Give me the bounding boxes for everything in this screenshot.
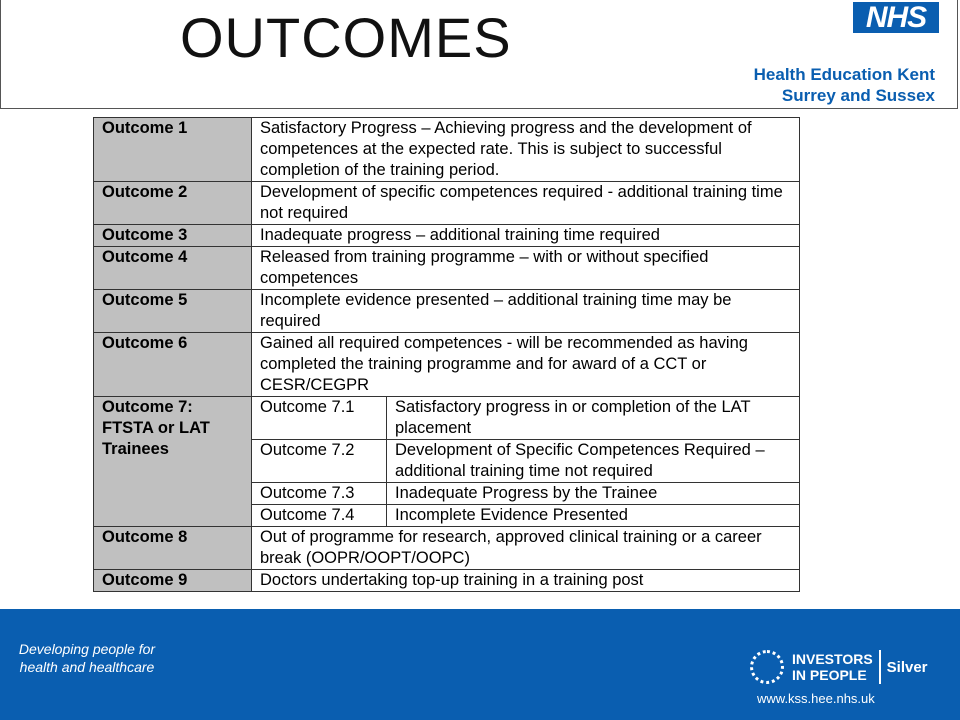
outcome-description: Released from training programme – with or without specified competences bbox=[252, 247, 800, 290]
table-row bbox=[94, 225, 800, 247]
outcome-label: Outcome 3 bbox=[94, 225, 252, 247]
outcome-description: Out of programme for research, approved clinical training or a career break (OOPR/OOPT/OOPC) bbox=[252, 527, 800, 570]
outcome-label: Outcome 6 bbox=[94, 333, 252, 397]
outcome-label: Outcome 2 bbox=[94, 182, 252, 225]
wreath-icon bbox=[750, 650, 784, 684]
iip-divider bbox=[879, 650, 881, 684]
nhs-logo: NHS bbox=[853, 2, 939, 33]
footer-url: www.kss.hee.nhs.uk bbox=[757, 691, 875, 706]
org-line-2: Surrey and Sussex bbox=[781, 86, 935, 105]
sub-outcome-code: Outcome 7.4 bbox=[252, 505, 387, 527]
outcome-description: Satisfactory Progress – Achieving progress and the development of competences at the expected rate. This is subject to successful completion of the training period. bbox=[252, 118, 800, 182]
iip-level: Silver bbox=[886, 658, 928, 676]
outcome-description: Gained all required competences - will be recommended as having completed the training programme and for award of a CCT or CESR/CEGPR bbox=[252, 333, 800, 397]
table-row bbox=[94, 397, 800, 440]
outcome-description: Incomplete evidence presented – additional training time may be required bbox=[252, 290, 800, 333]
sub-outcome-description: Satisfactory progress in or completion of the LAT placement bbox=[387, 397, 800, 440]
iip-text bbox=[792, 651, 873, 683]
sub-outcome-code: Outcome 7.1 bbox=[252, 397, 387, 440]
table-row bbox=[94, 570, 800, 592]
outcome-label: Outcome 4 bbox=[94, 247, 252, 290]
footer-bar bbox=[0, 609, 960, 720]
outcome-description: Inadequate progress – additional training time required bbox=[252, 225, 800, 247]
outcome-label: Outcome 1 bbox=[94, 118, 252, 182]
org-line-1: Health Education Kent bbox=[753, 65, 935, 84]
iip-line-2: IN PEOPLE bbox=[792, 667, 867, 683]
outcome-label: Outcome 9 bbox=[94, 570, 252, 592]
header-bar bbox=[0, 0, 958, 109]
table-row bbox=[94, 247, 800, 290]
outcome-label: Outcome 7: FTSTA or LAT Trainees bbox=[94, 397, 252, 527]
outcome-description: Doctors undertaking top-up training in a training post bbox=[252, 570, 800, 592]
table-row bbox=[94, 527, 800, 570]
outcome-description: Development of specific competences required - additional training time not required bbox=[252, 182, 800, 225]
sub-outcome-code: Outcome 7.2 bbox=[252, 440, 387, 483]
sub-outcome-description: Inadequate Progress by the Trainee bbox=[387, 483, 800, 505]
outcome-label: Outcome 5 bbox=[94, 290, 252, 333]
organization-name bbox=[754, 64, 935, 106]
table-row bbox=[94, 118, 800, 182]
page-title: OUTCOMES bbox=[180, 6, 512, 69]
table-row bbox=[94, 333, 800, 397]
sub-outcome-description: Development of Specific Competences Required – additional training time not required bbox=[387, 440, 800, 483]
iip-line-1: INVESTORS bbox=[792, 651, 873, 667]
outcome-label: Outcome 8 bbox=[94, 527, 252, 570]
footer-tagline: Developing people for health and healthcare bbox=[18, 641, 156, 675]
sub-outcome-code: Outcome 7.3 bbox=[252, 483, 387, 505]
table-row bbox=[94, 182, 800, 225]
investors-in-people-logo bbox=[750, 647, 928, 687]
sub-outcome-description: Incomplete Evidence Presented bbox=[387, 505, 800, 527]
table-row bbox=[94, 290, 800, 333]
outcomes-table bbox=[93, 117, 800, 592]
